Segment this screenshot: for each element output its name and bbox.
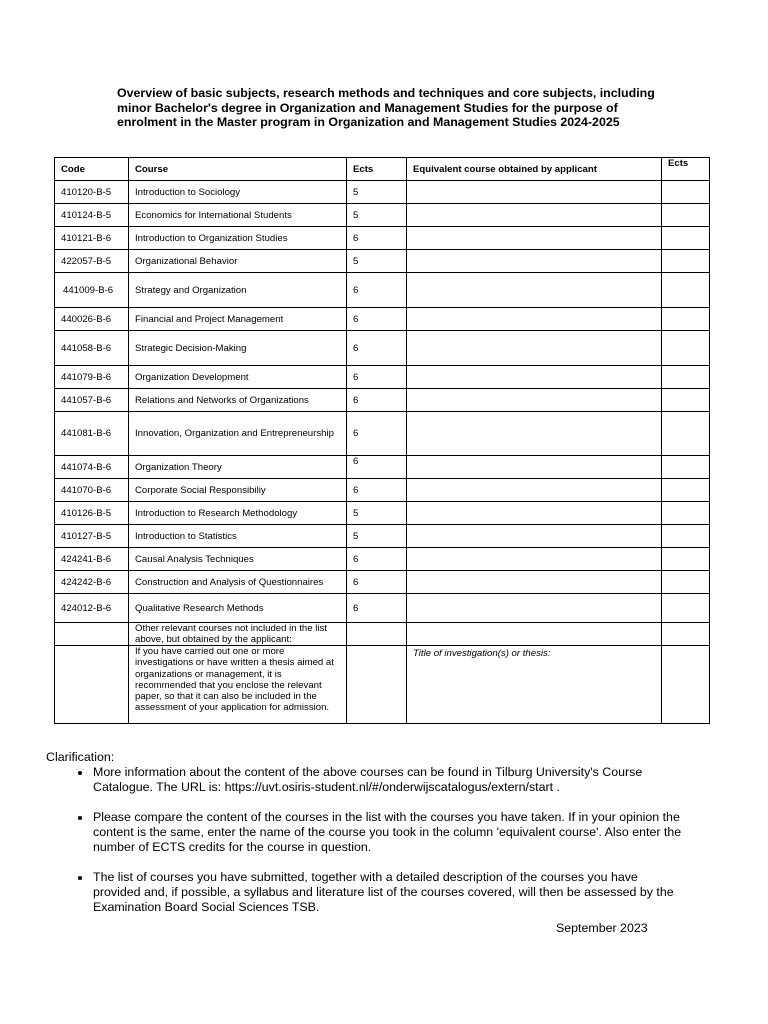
course-code: 410126-B-5 [55,502,129,525]
equivalent-course-input[interactable] [407,389,662,412]
table-row [55,273,710,308]
other-courses-text: Other relevant courses not included in the list above, but obtained by the applicant: [129,623,347,646]
course-table [54,157,710,724]
table-row [55,366,710,389]
course-code: 441074-B-6 [55,456,129,479]
course-ects: 6 [347,571,407,594]
course-name: Strategy and Organization [129,273,347,308]
course-name: Causal Analysis Techniques [129,548,347,571]
course-code: 441070-B-6 [55,479,129,502]
table-row [55,456,710,479]
course-ects: 6 [347,412,407,456]
course-name: Construction and Analysis of Questionnaires [129,571,347,594]
table-row [55,227,710,250]
equivalent-course-input[interactable] [407,548,662,571]
thesis-note: If you have carried out one or more investigations or have written a thesis aimed at organizations or management, it is recommended that you enclose the relevant paper, so that it can also be included in the assessment of your application for admission. [129,646,347,724]
equivalent-ects-input[interactable] [662,548,710,571]
equivalent-course-input[interactable] [407,250,662,273]
empty-cell [347,646,407,724]
course-ects: 6 [347,366,407,389]
course-code: 422057-B-5 [55,250,129,273]
equivalent-input-cell[interactable] [407,623,662,646]
course-ects: 6 [347,331,407,366]
table-row [55,308,710,331]
equivalent-course-input[interactable] [407,181,662,204]
equivalent-course-input[interactable] [407,412,662,456]
course-ects: 6 [347,548,407,571]
course-name: Organization Theory [129,456,347,479]
course-code: 424012-B-6 [55,594,129,623]
header-equivalent: Equivalent course obtained by applicant [407,158,662,181]
equivalent-course-input[interactable] [407,571,662,594]
course-code: 410124-B-5 [55,204,129,227]
clarification-bullet [92,765,686,795]
bullet-text: More information about the content of the above courses can be found in Tilburg University's Course Catalogue. The URL is: [93,765,643,794]
equivalent-course-input[interactable] [407,502,662,525]
equivalent-course-input[interactable] [407,456,662,479]
course-name: Innovation, Organization and Entrepreneurship [129,412,347,456]
course-code: 441057-B-6 [55,389,129,412]
table-row [55,525,710,548]
course-code: 441009-B-6 [55,273,129,308]
header-ects: Ects [347,158,407,181]
equivalent-course-input[interactable] [407,308,662,331]
course-ects: 6 [347,594,407,623]
course-name: Strategic Decision-Making [129,331,347,366]
empty-cell [55,623,129,646]
equivalent-ects-input[interactable] [662,331,710,366]
table-row [55,594,710,623]
course-name: Introduction to Statistics [129,525,347,548]
course-ects: 6 [347,308,407,331]
course-ects: 5 [347,250,407,273]
course-ects: 6 [347,479,407,502]
equivalent-course-input[interactable] [407,331,662,366]
course-code: 410120-B-5 [55,181,129,204]
clarification-section [46,750,686,930]
course-ects: 6 [347,227,407,250]
equivalent-ects-input[interactable] [662,594,710,623]
course-code: 441081-B-6 [55,412,129,456]
equivalent-course-input[interactable] [407,479,662,502]
equivalent-ects-input[interactable] [662,273,710,308]
course-code: 440026-B-6 [55,308,129,331]
equivalent-ects-input[interactable] [662,412,710,456]
document-title: Overview of basic subjects, research methods and techniques and core subjects, including minor Bachelor's degree in Organization and Management Studies for the purpose of enrolment in the Master program in Organization and Management Studies 2024-2025 [117,86,655,129]
equivalent-course-input[interactable] [407,273,662,308]
course-name: Introduction to Sociology [129,181,347,204]
equivalent-ects-input[interactable] [662,456,710,479]
table-row [55,502,710,525]
equivalent-course-input[interactable] [407,525,662,548]
table-row [55,204,710,227]
course-ects: 5 [347,525,407,548]
equivalent-ects-input[interactable] [662,250,710,273]
equivalent-ects-input[interactable] [662,479,710,502]
table-row [55,479,710,502]
course-code: 441058-B-6 [55,331,129,366]
equivalent-course-input[interactable] [407,594,662,623]
course-name: Organizational Behavior [129,250,347,273]
course-name: Corporate Social Responsibiliy [129,479,347,502]
thesis-title-field[interactable]: Title of investigation(s) or thesis: [407,646,662,724]
equivalent-ects-input[interactable] [662,204,710,227]
header-course: Course [129,158,347,181]
course-name: Introduction to Research Methodology [129,502,347,525]
table-row [55,250,710,273]
table-row [55,331,710,366]
document-date: September 2023 [556,921,648,935]
equivalent-ects-input[interactable] [662,525,710,548]
course-code: 441079-B-6 [55,366,129,389]
course-code: 410121-B-6 [55,227,129,250]
course-ects: 6 [347,273,407,308]
course-catalogue-link[interactable]: https://uvt.osiris-student.nl/#/onderwijscatalogus/extern/start [224,780,554,794]
equivalent-ects-input[interactable] [662,389,710,412]
equivalent-course-input[interactable] [407,227,662,250]
course-name: Introduction to Organization Studies [129,227,347,250]
table-row [55,389,710,412]
equivalent-ects-input[interactable] [662,366,710,389]
course-name: Relations and Networks of Organizations [129,389,347,412]
clarification-bullet: • The list of courses you have submitted, together with a detailed description of the courses you have provided and, if possible, a syllabus and literature list of the courses covered, will then be assessed by the Examination Board Social Sciences TSB. [92,870,686,915]
thesis-row [55,646,710,724]
equivalent-course-input[interactable] [407,204,662,227]
equivalent-ects-input-cell[interactable] [662,623,710,646]
course-code: 410127-B-5 [55,525,129,548]
equivalent-ects-input[interactable] [662,181,710,204]
equivalent-ects-input[interactable] [662,227,710,250]
course-name: Financial and Project Management [129,308,347,331]
other-courses-row [55,623,710,646]
course-code: 424242-B-6 [55,571,129,594]
header-code: Code [55,158,129,181]
course-ects: 6 [347,456,407,479]
course-ects: 5 [347,502,407,525]
table-row [55,181,710,204]
course-name: Qualitative Research Methods [129,594,347,623]
table-row [55,548,710,571]
clarification-heading: Clarification: [46,750,115,764]
course-name: Organization Development [129,366,347,389]
table-row [55,412,710,456]
empty-cell [55,646,129,724]
course-name: Economics for International Students [129,204,347,227]
clarification-bullet: • Please compare the content of the courses in the list with the courses you have taken. If in your opinion the content is the same, enter the name of the course you took in the column 'equivalent course'. Also enter the number of ECTS credits for the course in question. [92,810,686,855]
ects-input-cell[interactable] [347,623,407,646]
equivalent-ects-input[interactable] [662,308,710,331]
equivalent-ects-input[interactable] [662,571,710,594]
course-ects: 5 [347,181,407,204]
table-row [55,571,710,594]
equivalent-course-input[interactable] [407,366,662,389]
table-header-row [55,158,710,181]
course-code: 424241-B-6 [55,548,129,571]
bullet-end: . [553,780,560,794]
header-ects-equivalent: Ects [662,158,710,181]
course-ects: 5 [347,204,407,227]
equivalent-ects-input[interactable] [662,502,710,525]
empty-cell [662,646,710,724]
course-ects: 6 [347,389,407,412]
